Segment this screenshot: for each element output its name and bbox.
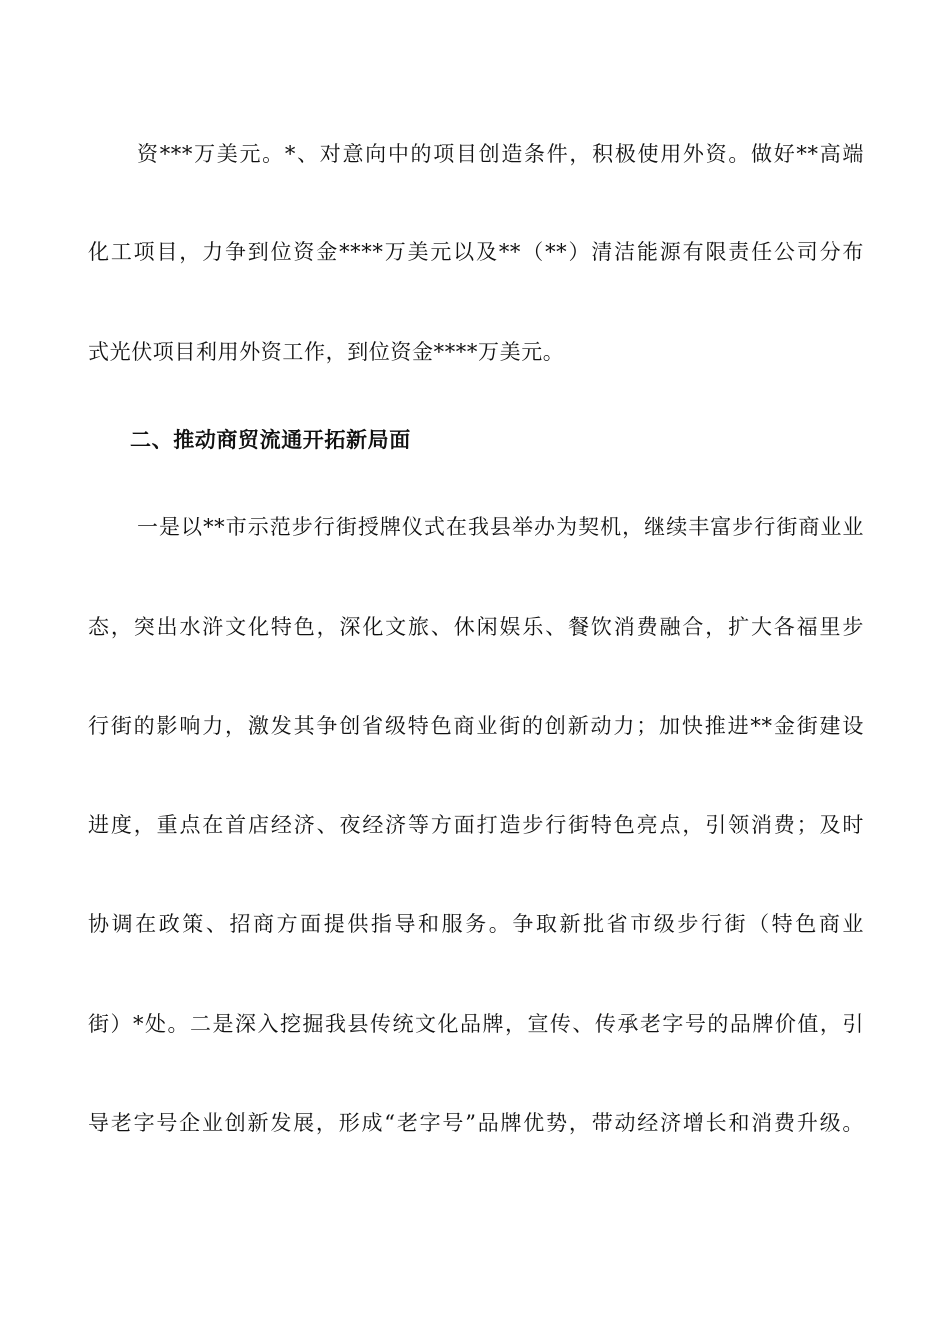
paragraph-2-line-3: 行街的影响力，激发其争创省级特色商业街的创新动力；加快推进**金街建设 [88,714,864,738]
paragraph-2-line-4: 进度，重点在首店经济、夜经济等方面打造步行街特色亮点，引领消费；及时 [88,813,864,837]
paragraph-1-line-1: 资***万美元。*、对意向中的项目创造条件，积极使用外资。做好**高端 [137,142,864,166]
paragraph-2-line-2: 态，突出水浒文化特色，深化文旅、休闲娱乐、餐饮消费融合，扩大各福里步 [88,615,864,639]
paragraph-2-line-5: 协调在政策、招商方面提供指导和服务。争取新批省市级步行街（特色商业 [88,912,864,936]
section-heading: 二、推动商贸流通开拓新局面 [130,428,411,452]
paragraph-2-line-1: 一是以**市示范步行街授牌仪式在我县举办为契机，继续丰富步行街商业业 [137,515,864,539]
paragraph-1-line-2: 化工项目，力争到位资金****万美元以及**（**）清洁能源有限责任公司分布 [88,240,864,264]
paragraph-2-line-7: 导老字号企业创新发展，形成“老字号”品牌优势，带动经济增长和消费升级。 [88,1111,864,1135]
paragraph-1-line-3: 式光伏项目利用外资工作，到位资金****万美元。 [88,340,565,364]
paragraph-2-line-6: 街）*处。二是深入挖掘我县传统文化品牌，宣传、传承老字号的品牌价值，引 [88,1012,864,1036]
